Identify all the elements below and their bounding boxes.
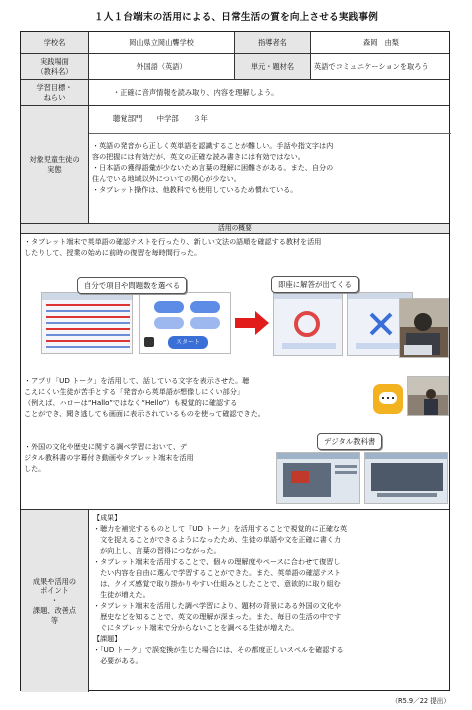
report-table — [20, 31, 450, 691]
overview-body — [21, 234, 449, 510]
overview-para1 — [24, 237, 448, 259]
students-line: ・日本語の獲得語彙が少ないため言葉の理解に困難さがある。また、自分の — [92, 162, 334, 172]
overview-para2-line: （例えば、ハローは“Hallo”ではなく“Hello”）も視覚的に確認する — [24, 397, 238, 407]
classroom-photo — [399, 298, 449, 358]
callout-digital-textbook: デジタル教科書 — [317, 433, 382, 450]
school-name: 岡山県立岡山聾学校 — [89, 32, 235, 53]
overview-para3-line: ・外国の文化や歴史に関する調べ学習において、デ — [24, 442, 188, 451]
results-line: ・聴力を補完するものとして「UD トーク」を活用することで視覚的に正確な英 — [93, 523, 348, 533]
students-lines — [92, 141, 448, 196]
results-row — [21, 510, 449, 692]
arrow-right-icon — [235, 310, 271, 336]
cross-icon — [368, 311, 394, 337]
students-label — [21, 106, 89, 223]
results-line: は、クイズ感覚で取り掛かりやすい仕組みとしたことで、意欲的に取り組む — [93, 578, 341, 588]
page-title: １人１台端末の活用による、日常生活の質を向上させる実践事例 — [93, 12, 379, 23]
results-line: 【課題】 — [93, 633, 122, 643]
textbook-video-screenshot — [276, 452, 360, 504]
callout-choose-items: 自分で項目や問題数を選べる — [77, 277, 187, 294]
students-line: 容の把握には有効だが、英文の正確な読み書きには有効ではない。 — [92, 151, 305, 161]
quiz-options-screenshot — [139, 292, 231, 354]
results-line: 歴史などを知ることで、英文の理解が深まった。また、毎日の生活の中です — [93, 611, 342, 621]
teacher-name: 森岡 由梨 — [363, 37, 399, 47]
correct-circle-icon — [294, 311, 320, 337]
overview-para1-line: ・タブレット端末で英単語の確認テストを行ったり、新しい文法の語順を確認する教材を活用 — [24, 237, 322, 246]
school-row — [21, 32, 449, 54]
results-label-line: ポイント — [40, 586, 69, 596]
speaker-icon — [144, 337, 154, 347]
results-line: 必要がある。 — [93, 655, 143, 665]
students-line: 住んでいる地域以外についての関心が少ない。 — [92, 173, 241, 183]
submission-date: （R5.9／22 提出） — [391, 697, 450, 705]
overview-para2-line: ことができ、聞き逃しても画面に表示されているものを使って確認できた。 — [24, 408, 265, 418]
results-line: 文を捉えることができるようになったため、生徒の単語や文を正確に書く力 — [93, 534, 341, 544]
callout-instant-answer: 即座に解答が出てくる — [271, 276, 359, 293]
correct-answer-screenshot — [273, 292, 343, 356]
goal-row — [21, 80, 449, 106]
results-line: が向上し、言葉の習得につながった。 — [93, 545, 221, 555]
scene-label-line1: 実践場面 — [40, 56, 69, 66]
goal-label — [21, 80, 89, 105]
overview-para3 — [24, 442, 264, 475]
overview-header: 活用の概要 — [218, 223, 252, 232]
goal-value: ・正確に音声情報を読み取り、内容を理解しよう。 — [113, 87, 279, 97]
ud-talk-app-icon — [373, 384, 403, 414]
results-line: ・タブレット端末を活用することで、個々の理解度やペースに合わせて復習し — [93, 556, 341, 566]
overview-header-row — [21, 224, 449, 234]
students-line: ・タブレット操作は、他教科でも使用しているため慣れている。 — [92, 184, 298, 194]
results-content — [89, 510, 451, 692]
results-line: ・「UD トーク」で誤変換が生じた場合には、その都度正しいスペルを確認する — [93, 644, 344, 654]
scene-row — [21, 54, 449, 80]
scene-label-line2: （教科名） — [36, 66, 73, 76]
results-line: 【成果】 — [93, 513, 122, 522]
students-label-line1: 対象児童生徒の — [29, 154, 80, 164]
results-label-line: ・ — [50, 596, 59, 606]
teacher-photo — [407, 376, 449, 416]
results-line: 生徒が増えた。 — [93, 589, 150, 599]
overview-para3-line: ジタル教科書の字幕付き動画やタブレット端末を活用 — [24, 452, 194, 462]
school-label: 学校名 — [21, 32, 89, 53]
goal-label-line2: ねらい — [43, 92, 66, 102]
scene-label — [21, 54, 89, 79]
students-content — [89, 106, 451, 223]
overview-para2-line: こえにくい生徒が苦手とする「発音から英単語が想像しにくい部分」 — [24, 386, 244, 396]
goal-label-line1: 学習目標・ — [36, 82, 73, 92]
textbook-subtitle-screenshot — [364, 452, 448, 504]
students-label-line2: 実態 — [47, 164, 62, 174]
students-row — [21, 106, 449, 224]
overview-para3-line: した。 — [24, 463, 46, 473]
quiz-list-screenshot — [41, 292, 133, 354]
results-label-line: 課題、改善点 — [32, 605, 77, 615]
results-line: ・タブレット端末を活用した調べ学習により、題材の背景にある外国の文化や — [93, 600, 341, 610]
overview-para1-line: したりして、授業の始めに前時の復習を毎時間行った。 — [24, 247, 202, 257]
results-label — [21, 510, 89, 692]
results-line: ぐにタブレット端末で分からないことを調べる生徒が増えた。 — [93, 622, 299, 632]
students-header: 聴覚部門 中学部 ３年 — [89, 106, 451, 134]
start-button[interactable]: スタート — [168, 336, 208, 349]
results-line: たい内容を自由に選んで学習することができた。また、英単語の確認テスト — [93, 567, 341, 577]
overview-para2 — [24, 376, 384, 420]
students-line: ・英語の発音から正しく英単語を認識することが難しい。手話や指文字は内 — [92, 141, 334, 150]
overview-para2-line: ・アプリ「UD トーク」を活用して、話している文字を表示させた。聴 — [24, 376, 250, 385]
results-label-line: 等 — [50, 615, 59, 625]
results-label-line: 成果や活用の — [32, 576, 77, 586]
unit-value: 英語でコミュニケーションを取ろう — [314, 61, 429, 71]
teacher-label: 指導者名 — [235, 32, 311, 53]
subject-value: 外国語（英語） — [89, 54, 235, 79]
unit-label: 単元・題材名 — [235, 54, 311, 79]
